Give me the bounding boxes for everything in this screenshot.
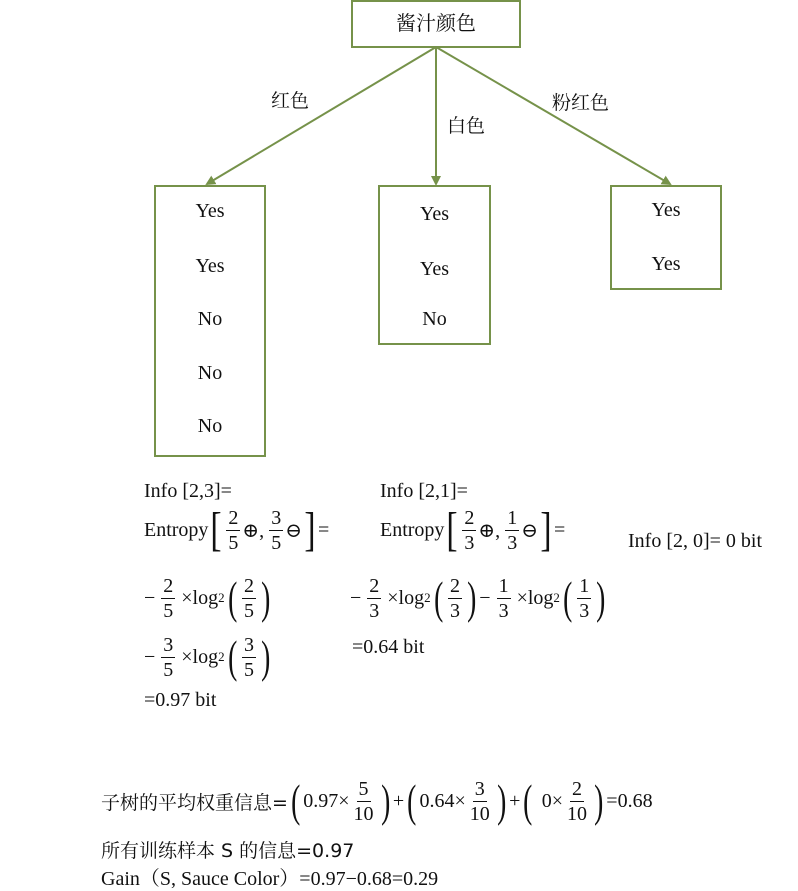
fraction: $\frac{3}{5}$ [163, 633, 174, 681]
fraction: $\frac{3}{10}$ [469, 777, 490, 825]
avg-weighted-info [101, 775, 653, 827]
leaf-item: Yes [195, 255, 225, 277]
plus-sign: + [509, 789, 521, 812]
left-paren: ( [407, 775, 417, 826]
right-paren: ) [467, 572, 477, 623]
negative-symbol: ⊖ [521, 519, 538, 542]
fraction: $\frac{5}{10}$ [353, 777, 374, 825]
times-log: ×log [387, 586, 425, 609]
entropy-word: Entropy [144, 518, 209, 541]
root-node [351, 0, 521, 48]
left-paren: ( [523, 775, 533, 826]
right-paren: ) [261, 572, 271, 623]
fraction: $\frac{1}{3}$ [579, 574, 590, 622]
left-paren: ( [290, 775, 301, 826]
left-paren: ( [562, 572, 573, 623]
info-red-label: Info [2,3]= [144, 480, 232, 502]
times-log: ×log [181, 586, 219, 609]
fraction: $\frac{2}{5}$ [228, 506, 239, 554]
right-bracket: ] [304, 503, 316, 556]
fraction: $\frac{1}{3}$ [507, 506, 518, 554]
right-paren: ) [380, 775, 390, 826]
negative-symbol: ⊖ [285, 519, 302, 542]
leaf-item: No [197, 362, 223, 384]
left-bracket: [ [210, 503, 223, 556]
left-bracket: [ [446, 503, 459, 556]
edge-label-pink: 粉红色 [552, 92, 610, 114]
white-terms [350, 573, 609, 623]
leaf-item: No [422, 308, 447, 330]
right-bracket: ] [540, 503, 552, 556]
red-term-1 [144, 573, 273, 623]
term-value: 0.64× [419, 789, 466, 812]
right-paren: ) [261, 631, 271, 682]
equals-sign: = [317, 518, 330, 541]
white-result: =0.64 bit [352, 636, 425, 658]
log-base: 2 [218, 649, 225, 664]
entropy-white [380, 505, 565, 555]
info-pink: Info [2, 0]= 0 bit [628, 530, 763, 552]
total-info: 所有训练样本 S 的信息=0.97 [101, 840, 355, 862]
fraction: $\frac{3}{5}$ [243, 633, 254, 681]
times-log: ×log [516, 586, 554, 609]
left-paren: ( [227, 572, 237, 623]
edge-label-white: 白色 [447, 115, 486, 137]
edge-red-arrow [207, 47, 436, 184]
fraction: $\frac{2}{5}$ [243, 574, 254, 622]
fraction: $\frac{2}{3}$ [464, 506, 475, 554]
leaf-item: Yes [195, 200, 225, 222]
edge-label-red: 红色 [271, 90, 310, 112]
fraction: $\frac{2}{5}$ [163, 574, 174, 622]
leaf-item: Yes [651, 253, 681, 275]
entropy-word: Entropy [380, 518, 445, 541]
term-value: 0× [541, 789, 563, 812]
leaf-item: No [197, 415, 223, 437]
fraction: $\frac{2}{3}$ [369, 574, 380, 622]
leaf-item: Yes [419, 203, 450, 225]
gain-formula: Gain（S, Sauce Color）=0.97−0.68=0.29 [101, 868, 439, 890]
log-base: 2 [424, 590, 431, 605]
right-paren: ) [594, 775, 604, 826]
positive-symbol: ⊕, [478, 519, 501, 542]
left-paren: ( [433, 572, 443, 623]
fraction: $\frac{2}{10}$ [566, 777, 587, 825]
plus-sign: + [392, 789, 405, 812]
leaf-node-red [154, 185, 266, 457]
entropy-red [144, 505, 329, 555]
root-label: 酱汁颜色 [396, 11, 476, 35]
times-log: ×log [181, 645, 219, 668]
left-paren: ( [227, 631, 237, 682]
term-value: 0.97× [303, 789, 350, 812]
minus-sign: − [144, 645, 156, 668]
right-paren: ) [596, 572, 606, 623]
minus-sign: − [479, 586, 491, 609]
leaf-item: Yes [651, 199, 681, 221]
fraction: $\frac{3}{5}$ [271, 506, 282, 554]
leaf-item: No [197, 308, 223, 330]
leaf-node-pink [610, 185, 722, 290]
positive-symbol: ⊕, [242, 519, 265, 542]
minus-sign: − [350, 586, 362, 609]
red-term-2 [144, 632, 273, 682]
right-paren: ) [496, 775, 507, 826]
red-result: =0.97 bit [144, 689, 217, 711]
log-base: 2 [218, 590, 225, 605]
avg-result: =0.68 [606, 789, 653, 812]
fraction: $\frac{1}{3}$ [498, 574, 509, 622]
log-base: 2 [553, 590, 560, 605]
equals-sign: = [553, 518, 566, 541]
avg-label: 子树的平均权重信息= [101, 791, 288, 814]
info-white-label: Info [2,1]= [380, 480, 468, 502]
minus-sign: − [144, 586, 156, 609]
leaf-item: Yes [419, 258, 450, 280]
fraction: $\frac{2}{3}$ [449, 574, 460, 622]
leaf-node-white [378, 185, 491, 345]
